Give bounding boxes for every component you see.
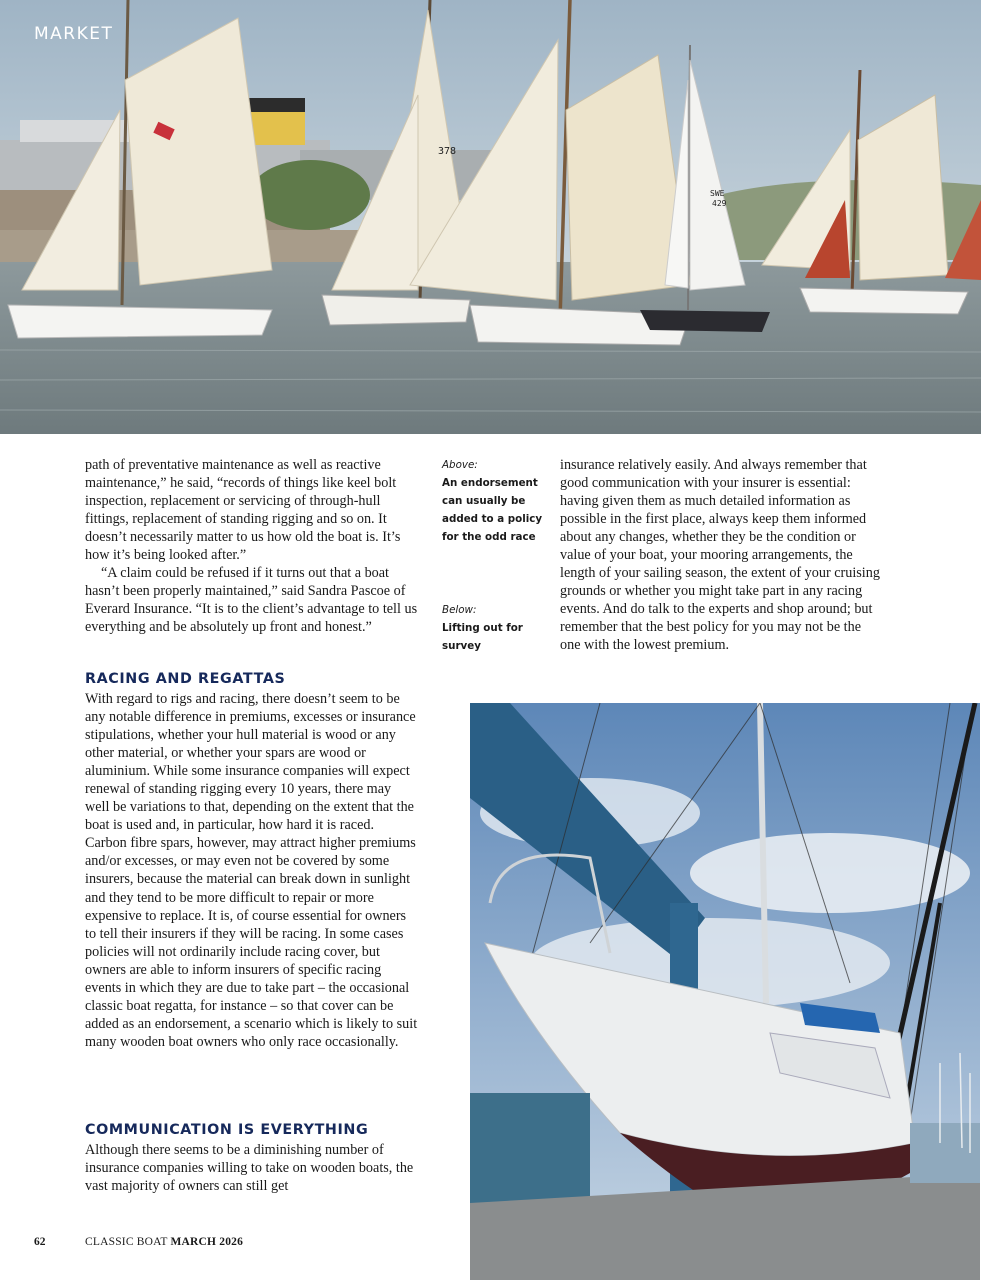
article-column-right [560, 456, 880, 655]
caption-above [442, 456, 552, 546]
caption-text: Lifting out for survey [442, 622, 523, 652]
caption-below [442, 601, 552, 655]
paragraph: Although there seems to be a diminishing number of insurance companies willing to take on wooden boats, the vast majority of owners can still get [85, 1142, 414, 1195]
magazine-name: CLASSIC BOAT [85, 1236, 168, 1248]
caption-text: An endorsement can usually be added to a policy for the odd race [442, 477, 543, 543]
subheading-racing: RACING AND REGATTAS [85, 671, 286, 687]
issue-date: MARCH 2026 [170, 1236, 244, 1248]
paragraph: path of preventative maintenance as well as reactive maintenance,” he said, “records of things like keel bolt inspection, replacement or servicing of through-hull fittings, replacement of standing rigging and so on. It doesn’t necessarily matter to us how old the boat is. It’s how it’s being looked after.” [85, 457, 401, 564]
sail-number: SWE [710, 189, 725, 198]
trees [250, 160, 370, 230]
page-number: 62 [34, 1236, 46, 1248]
paragraph: insurance relatively easily. And always remember that good communication with your insurer is essential: having given them as much detailed information as possible in the first place, always keep them informed about any changes, whether they be the condition or value of your boat, your mooring arrangements, the length of your sailing season, the extent of your cruising grounds or whether you might take part in any racing events. And do talk to the experts and shop around; but remember that the best policy for you may not be the one with the lowest premium. [560, 457, 880, 654]
article-column-left-communication [85, 1141, 418, 1195]
caption-label: Above: [442, 459, 478, 471]
paragraph: With regard to rigs and racing, there doesn’t seem to be any notable difference in premiums, excesses or insurance stipulations, whether your hull material is wood or any other material, or whether your spars are wood or aluminium. While some insurance companies will expect renewal of standing rigging every 10 years, there may well be variations to that, depending on the extent that the boat is used and, in particular, how hard it is raced. Carbon fibre spars, however, may attract higher premiums and/or excesses, or may even not be covered by some insurers, because the material can break down in sunlight and they tend to be more difficult to repair or more expensive to replace. It is, of course essential for owners to tell their insurers if they will be racing. In some cases policies will not ordinarily include racing cover, but owners are able to inform insurers of specific racing events in which they are due to take part – the occasional classic boat regatta, for instance – so that cover can be added as an endorsement, a scenario which is likely to suit many wooden boat owners who only race occasionally. [85, 691, 418, 1050]
paragraph: “A claim could be refused if it turns out that a boat hasn’t been properly maintained,” said Sandra Pascoe of Everard Insurance. “It is to the client’s advantage to tell us everything and be absolutely up front and honest.” [85, 565, 418, 636]
photo-yacht-lift-out [470, 703, 980, 1280]
shed [470, 1093, 590, 1213]
sail-number: 378 [438, 146, 457, 157]
hero-illustration [0, 0, 981, 434]
hero-photo-classic-yachts [0, 0, 981, 434]
article-column-left-racing [85, 690, 418, 1051]
sail-number: 429 [712, 199, 727, 208]
article-column-left [85, 456, 418, 636]
subheading-communication: COMMUNICATION IS EVERYTHING [85, 1122, 369, 1138]
lift-out-illustration [470, 703, 980, 1280]
section-label: MARKET [34, 24, 114, 44]
magazine-footer [85, 1236, 243, 1248]
caption-label: Below: [442, 604, 477, 616]
